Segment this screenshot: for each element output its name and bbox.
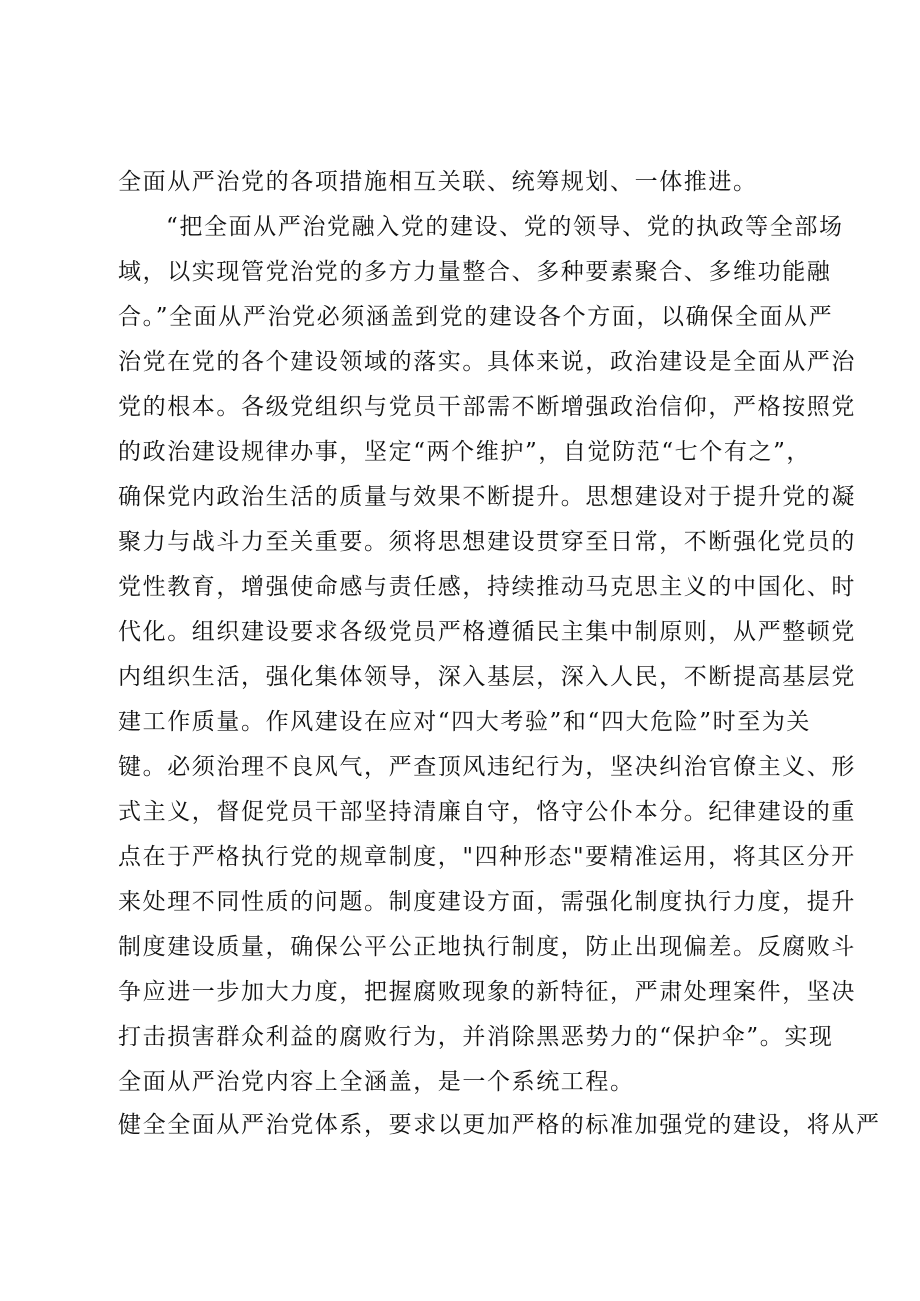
- text-line-7: 的政治建设规律办事，坚定“两个维护”，自觉防范“七个有之”，: [118, 439, 812, 465]
- text-line-4: 合。”全面从严治党必须涵盖到党的建设各个方面，以确保全面从严: [118, 304, 834, 330]
- text-line-12: 内组织生活，强化集体领导，深入基层，深入人民，不断提高基层党: [118, 664, 856, 690]
- text-line-21: 全面从严治党内容上全涵盖，是一个系统工程。: [118, 1069, 635, 1095]
- text-line-15: 式主义，督促党员干部坚持清廉自守，恪守公仆本分。纪律建设的重: [118, 799, 856, 825]
- text-line-10: 党性教育，增强使命感与责任感，持续推动马克思主义的中国化、时: [118, 574, 856, 600]
- text-line-16: 点在于严格执行党的规章制度，"四种形态"要精准运用，将其区分开: [118, 844, 856, 870]
- text-line-2: “把全面从严治党融入党的建设、党的领导、党的执政等全部场: [166, 214, 844, 240]
- text-line-6: 党的根本。各级党组织与党员干部需不断增强政治信仰，严格按照党: [118, 394, 856, 420]
- text-line-19: 争应进一步加大力度，把握腐败现象的新特征，严肃处理案件，坚决: [118, 979, 856, 1005]
- text-line-9: 聚力与战斗力至关重要。须将思想建设贯穿至日常，不断强化党员的: [118, 529, 856, 555]
- text-line-18: 制度建设质量，确保公平公正地执行制度，防止出现偏差。反腐败斗: [118, 934, 856, 960]
- text-line-11: 代化。组织建设要求各级党员严格遵循民主集中制原则，从严整顿党: [118, 619, 856, 645]
- text-line-13: 建工作质量。作风建设在应对“四大考验”和“四大危险”时至为关: [118, 709, 812, 735]
- text-line-8: 确保党内政治生活的质量与效果不断提升。思想建设对于提升党的凝: [118, 484, 856, 510]
- text-line-17: 来处理不同性质的问题。制度建设方面，需强化制度执行力度，提升: [118, 889, 856, 915]
- text-line-22: 健全全面从严治党体系，要求以更加严格的标准加强党的建设，将从严: [118, 1112, 881, 1138]
- text-line-1: 全面从严治党的各项措施相互关联、统筹规划、一体推进。: [118, 169, 758, 195]
- text-line-20: 打击损害群众利益的腐败行为，并消除黑恶势力的“保护伞”。实现: [118, 1024, 834, 1050]
- text-line-14: 键。必须治理不良风气，严查顶风违纪行为，坚决纠治官僚主义、形: [118, 754, 856, 780]
- text-line-5: 治党在党的各个建设领域的落实。具体来说，政治建设是全面从严治: [118, 349, 856, 375]
- text-line-3: 域，以实现管党治党的多方力量整合、多种要素聚合、多维功能融: [118, 259, 832, 285]
